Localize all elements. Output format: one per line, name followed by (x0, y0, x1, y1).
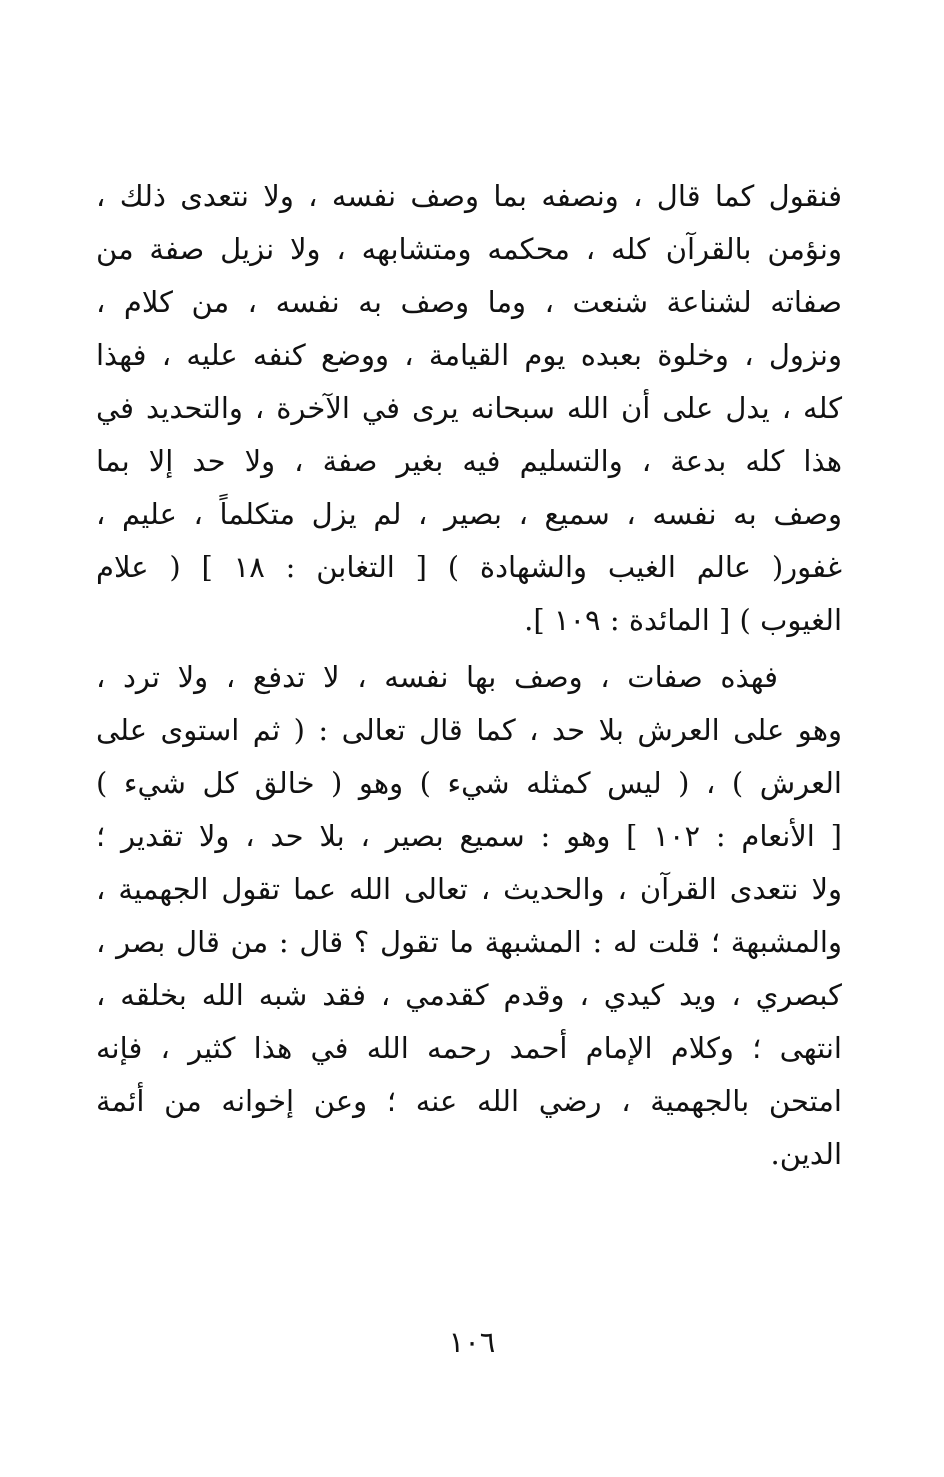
paragraph-line: ونؤمن بالقرآن كله ، محكمه ومتشابهه ، ولا نزيل صفة من (96, 232, 842, 266)
paragraph-line: فهذه صفات ، وصف بها نفسه ، لا تدفع ، ولا ترد ، (96, 660, 778, 694)
paragraph-line: كبصري ، ويد كيدي ، وقدم كقدمي ، فقد شبه الله بخلقه ، (96, 978, 842, 1012)
paragraph-line: وهو على العرش بلا حد ، كما قال تعالى : ( ثم استوى على (96, 713, 842, 747)
paragraph-2 (96, 651, 842, 1181)
paragraph-line: ولا نتعدى القرآن ، والحديث ، تعالى الله عما تقول الجهمية ، (96, 872, 842, 906)
paragraph-line: العرش ) ، ( ليس كمثله شيء ) وهو ( خالق كل شيء ) (96, 766, 842, 800)
paragraph-line: ونزول ، وخلوة بعبده يوم القيامة ، ووضع كنفه عليه ، فهذا (96, 338, 842, 372)
paragraph-line: صفاته لشناعة شنعت ، وما وصف به نفسه ، من كلام ، (96, 285, 842, 319)
paragraph-line: الغيوب ) [ المائدة : ١٠٩ ]. (524, 603, 842, 637)
paragraph-line: وصف به نفسه ، سميع ، بصير ، لم يزل متكلماً ، عليم ، (96, 497, 842, 531)
paragraph-line: [ الأنعام : ١٠٢ ] وهو : سميع بصير ، بلا حد ، ولا تقدير ؛ (96, 819, 842, 853)
paragraph-line: غفور( عالم الغيب والشهادة ) [ التغابن : ١٨ ] ( علام (96, 550, 842, 584)
paragraph-line: امتحن بالجهمية ، رضي الله عنه ؛ وعن إخوانه من أئمة (96, 1084, 842, 1118)
paragraph-line: انتهى ؛ وكلام الإمام أحمد رحمه الله في هذا كثير ، فإنه (96, 1031, 842, 1065)
paragraph-line: هذا كله بدعة ، والتسليم فيه بغير صفة ، ولا حد إلا بما (96, 444, 842, 478)
paragraph-line: والمشبهة ؛ قلت له : المشبهة ما تقول ؟ قال : من قال بصر ، (96, 925, 842, 959)
page-number: ١٠٦ (448, 1325, 496, 1359)
paragraph-line: فنقول كما قال ، ونصفه بما وصف نفسه ، ولا نتعدى ذلك ، (96, 179, 842, 213)
paragraph-line: الدين. (770, 1137, 842, 1171)
paragraph-line: كله ، يدل على أن الله سبحانه يرى في الآخرة ، والتحديد في (96, 391, 842, 425)
paragraph-1 (96, 170, 842, 647)
